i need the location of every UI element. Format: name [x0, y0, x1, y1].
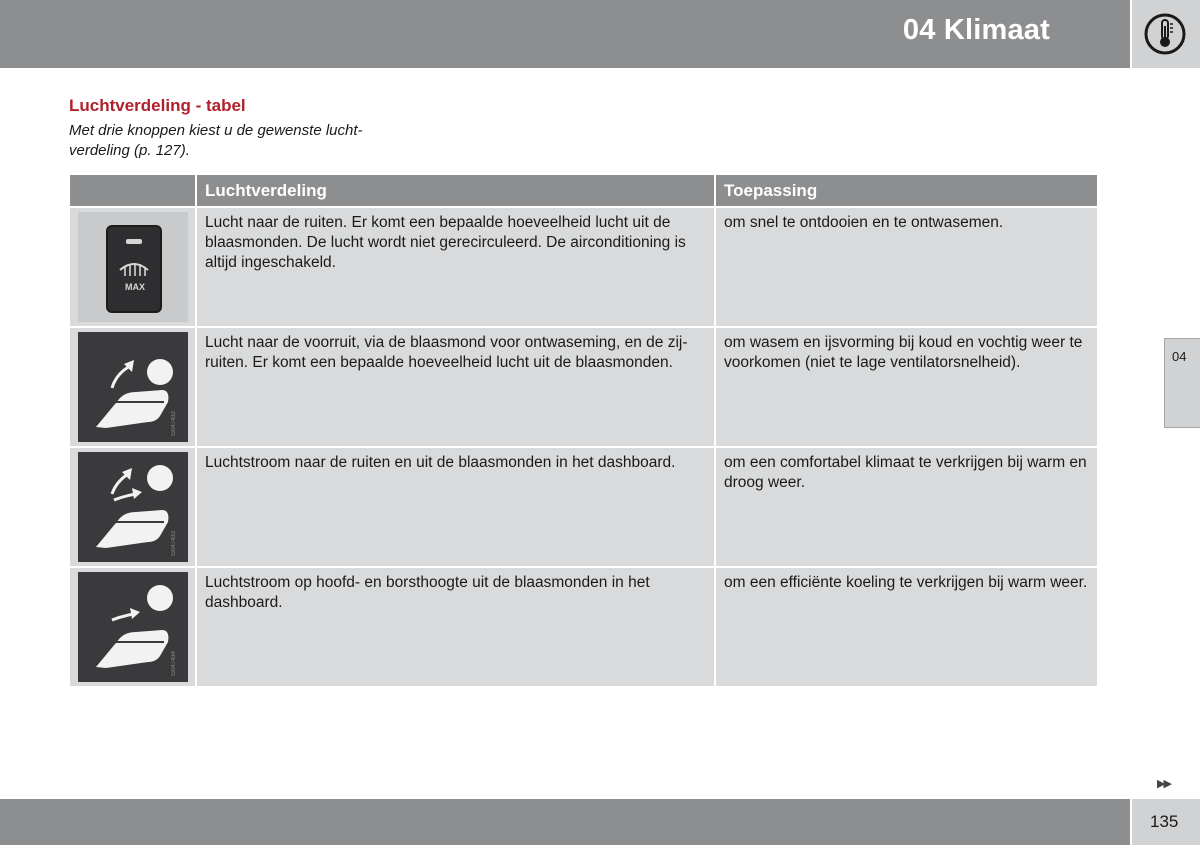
double-chevron-right-icon[interactable]: ▶▶: [1157, 778, 1170, 790]
table-row: [70, 328, 1097, 446]
usage-cell: om een efficiënte koeling te verkrijgen bij warm weer.: [716, 568, 1097, 686]
footer-bar: [0, 799, 1130, 845]
airflow-windscreen-icon: [78, 332, 188, 442]
intro-line-1: Met drie knoppen kiest u de gewenste lucht-: [69, 122, 363, 139]
defrost-max-button-icon: [78, 212, 188, 322]
description-cell: Lucht naar de voorruit, via de blaasmond voor ontwaseming, en de zij-ruiten. Er komt een bepaalde hoeveelheid lucht uit de blaasmonden.: [197, 328, 714, 446]
icon-cell: [70, 328, 195, 446]
usage-cell: om snel te ontdooien en te ontwasemen.: [716, 208, 1097, 326]
image-code: G047432: [170, 411, 177, 436]
chapter-title: 04 Klimaat: [902, 14, 1050, 46]
side-tab-label: 04: [1172, 349, 1187, 364]
icon-cell: [70, 568, 195, 686]
header-icon-column: [70, 175, 195, 206]
image-code: G047433: [170, 531, 177, 556]
page-number: 135: [1150, 812, 1179, 831]
max-label: MAX: [124, 282, 145, 292]
header-icon-box: [1132, 0, 1200, 68]
icon-cell: [70, 448, 195, 566]
section-title: Luchtverdeling - tabel: [69, 96, 246, 115]
icon-cell: [70, 208, 195, 326]
chapter-side-tab[interactable]: [1164, 338, 1200, 428]
image-code: G047434: [170, 651, 177, 676]
section-intro: [69, 121, 409, 161]
description-cell: Lucht naar de ruiten. Er komt een bepaalde hoeveelheid lucht uit de blaasmonden. De lucht wordt niet gerecirculeerd. De airconditioning is altijd ingeschakeld.: [197, 208, 714, 326]
usage-cell: om wasem en ijsvorming bij koud en vochtig weer te voorkomen (niet te lage ventilatorsnelheid).: [716, 328, 1097, 446]
description-cell: Luchtstroom op hoofd- en borsthoogte uit de blaasmonden in het dashboard.: [197, 568, 714, 686]
usage-cell: om een comfortabel klimaat te verkrijgen bij warm en droog weer.: [716, 448, 1097, 566]
airflow-windscreen-dashboard-icon: [78, 452, 188, 562]
table-row: [70, 208, 1097, 326]
header-bar: [0, 0, 1130, 68]
table-header-row: [70, 175, 1097, 206]
air-distribution-table: [68, 173, 1099, 688]
intro-line-2: verdeling (p. 127).: [69, 142, 190, 159]
airflow-dashboard-icon: [78, 572, 188, 682]
table-row: [70, 568, 1097, 686]
table-row: [70, 448, 1097, 566]
thermometer-icon: [1142, 12, 1188, 56]
description-cell: Luchtstroom naar de ruiten en uit de blaasmonden in het dashboard.: [197, 448, 714, 566]
header-luchtverdeling: Luchtverdeling: [197, 175, 714, 206]
header-toepassing: Toepassing: [716, 175, 1097, 206]
